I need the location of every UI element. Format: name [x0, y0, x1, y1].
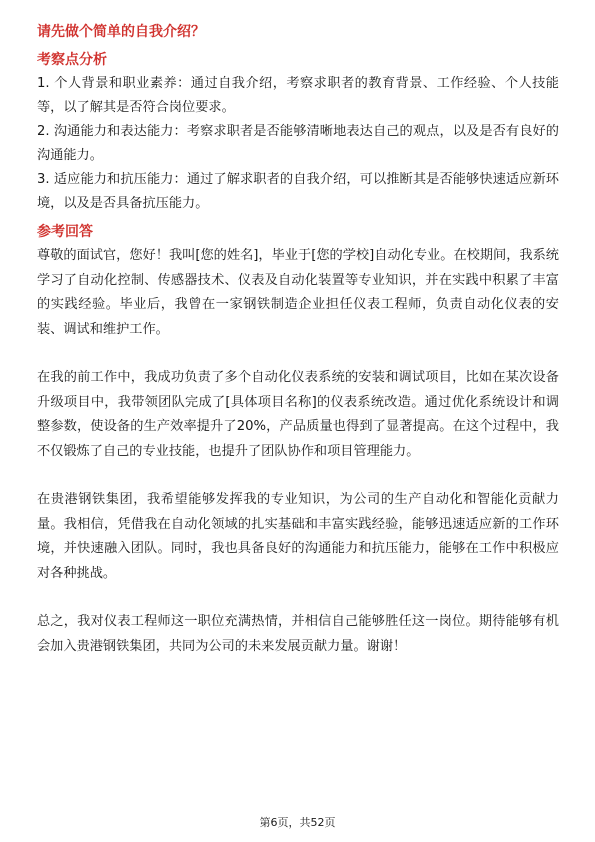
analysis-item: 2. 沟通能力和表达能力：考察求职者是否能够清晰地表达自己的观点，以及是否有良好的沟通能力。	[37, 124, 559, 163]
question-heading: 请先做个简单的自我介绍？	[37, 24, 205, 40]
answer-body	[37, 244, 559, 659]
analysis-item: 3. 适应能力和抗压能力：通过了解求职者的自我介绍，可以推断其是否能够快速适应新环境，以及是否具备抗压能力。	[37, 172, 559, 211]
answer-paragraph: 在贵港钢铁集团，我希望能够发挥我的专业知识，为公司的生产自动化和智能化贡献力量。我相信，凭借我在自动化领域的扎实基础和丰富实践经验，能够迅速适应新的工作环境，并快速融入团队。同时，我也具备良好的沟通能力和抗压能力，能够在工作中积极应对各种挑战。	[37, 492, 559, 581]
analysis-item: 1. 个人背景和职业素养：通过自我介绍，考察求职者的教育背景、工作经验、个人技能等，以了解其是否符合岗位要求。	[37, 76, 559, 115]
document-page	[37, 22, 559, 659]
answer-paragraph: 尊敬的面试官，您好！我叫[您的姓名]，毕业于[您的学校]自动化专业。在校期间，我系统学习了自动化控制、传感器技术、仪表及自动化装置等专业知识，并在实践中积累了丰富的实践经验。毕业后，我曾在一家钢铁制造企业担任仪表工程师，负责自动化仪表的安装、调试和维护工作。	[37, 248, 559, 337]
answer-paragraph: 总之，我对仪表工程师这一职位充满热情，并相信自己能够胜任这一岗位。期待能够有机会加入贵港钢铁集团，共同为公司的未来发展贡献力量。谢谢！	[37, 614, 559, 654]
answer-heading: 参考回答	[37, 224, 93, 240]
answer-paragraph: 在我的前工作中，我成功负责了多个自动化仪表系统的安装和调试项目，比如在某次设备升级项目中，我带领团队完成了[具体项目名称]的仪表系统改造。通过优化系统设计和调整参数，使设备的生产效率提升了20%，产品质量也得到了显著提高。在这个过程中，我不仅锻炼了自己的专业技能，也提升了团队协作和项目管理能力。	[37, 370, 559, 459]
analysis-list	[37, 72, 559, 216]
analysis-heading: 考察点分析	[37, 52, 107, 68]
page-number: 第6页，共52页	[259, 816, 336, 829]
